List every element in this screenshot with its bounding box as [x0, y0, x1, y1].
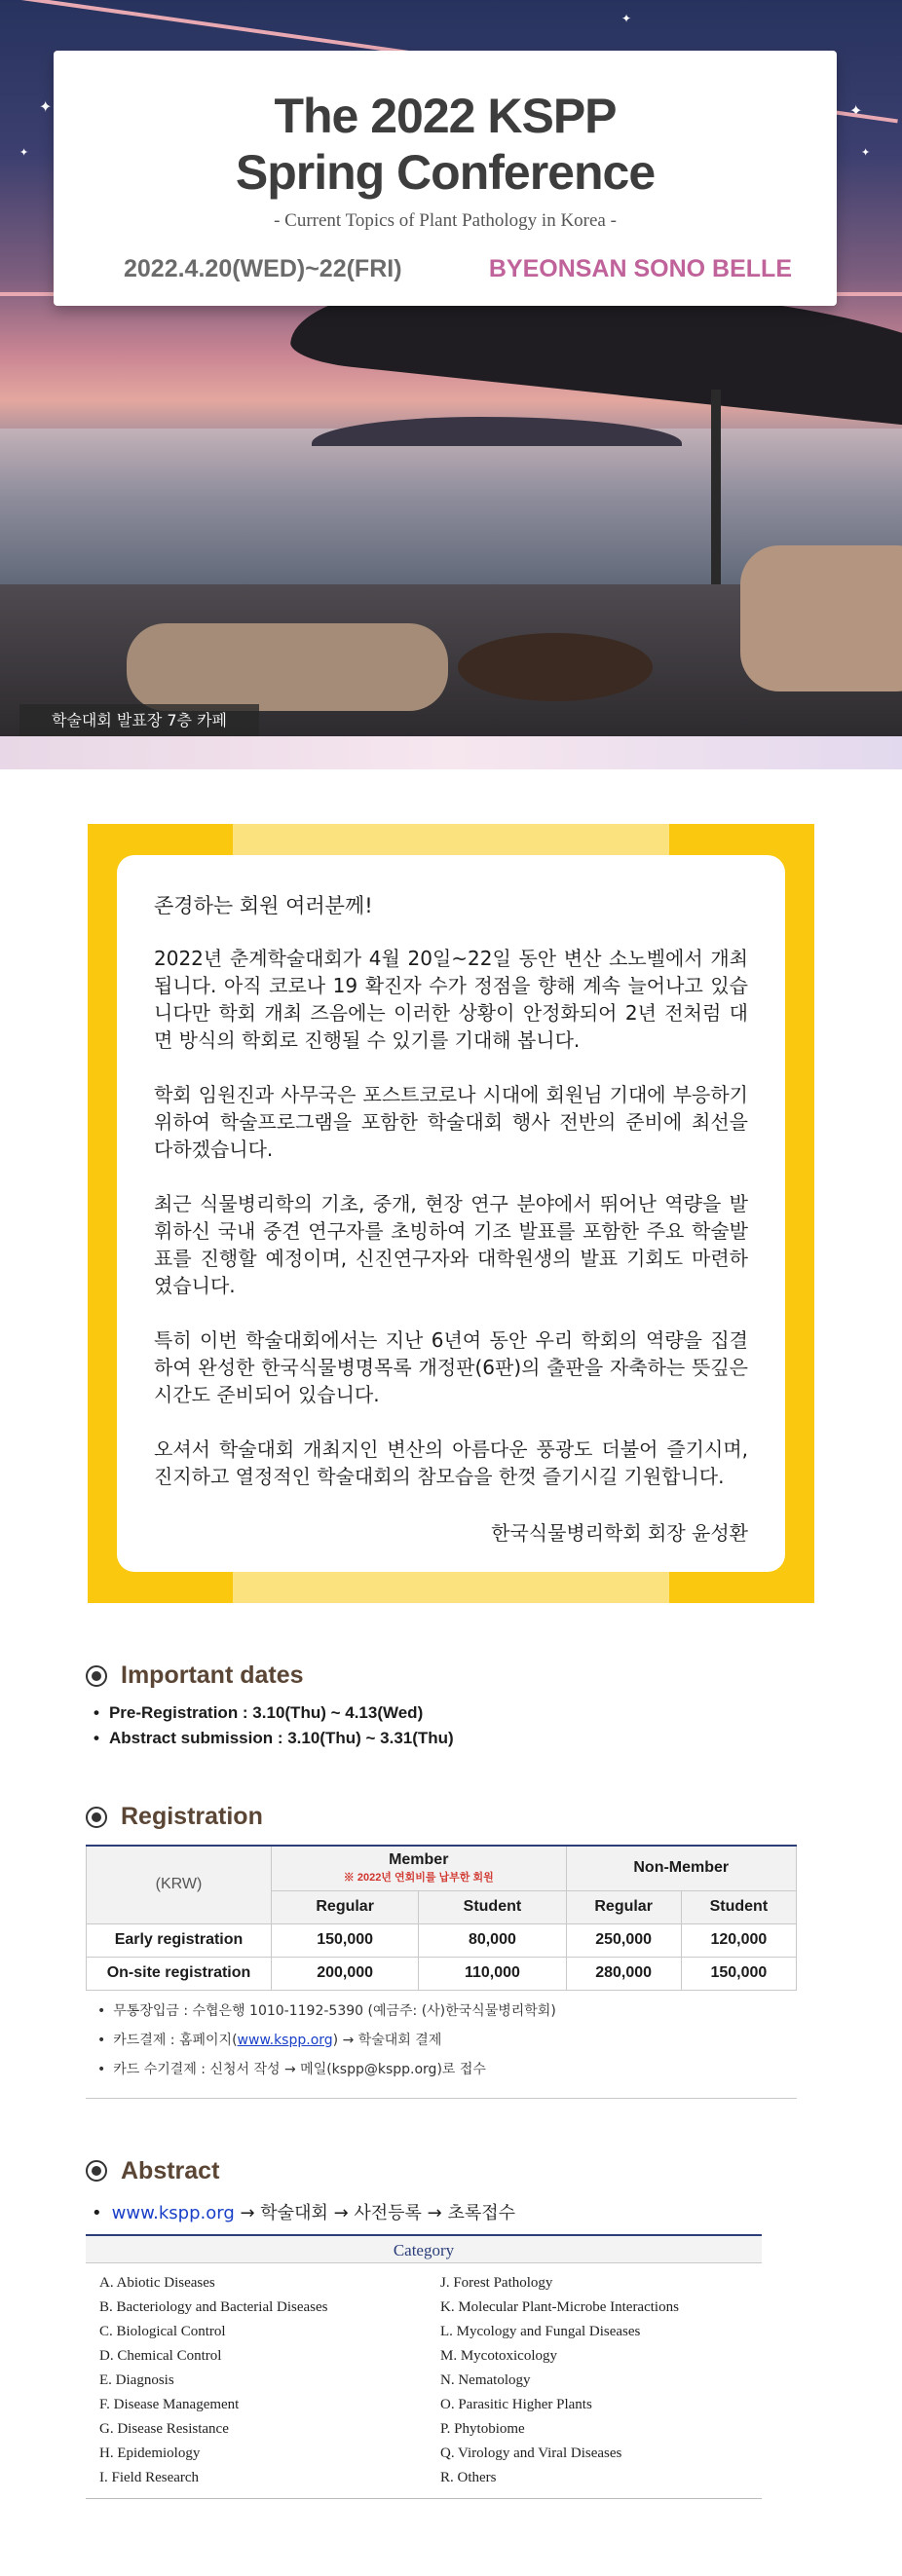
- regular-header: Regular: [566, 1890, 681, 1923]
- category-item: G. Disease Resistance: [99, 2420, 229, 2437]
- letter-paragraph: 최근 식물병리학의 기초, 중개, 현장 연구 분야에서 뛰어난 역량을 발휘하신 국내 중견 연구자를 초빙하여 기조 발표를 포함한 주요 학술발표를 진행할 예정이며, 신진연구자와 대학원생의 발표 기회도 마련하였습니다.: [154, 1192, 748, 1297]
- conference-venue: BYEONSAN SONO BELLE: [488, 255, 792, 282]
- bullet-circle-icon: [86, 1665, 107, 1687]
- category-item: E. Diagnosis: [99, 2371, 174, 2388]
- submission-steps: → 학술대회 → 사전등록 → 초록접수: [234, 2202, 515, 2223]
- star-icon: ✦: [39, 97, 53, 116]
- conference-title-line2: Spring Conference: [235, 145, 656, 200]
- date-item: • Pre-Registration : 3.10(Thu) ~ 4.13(Wed): [94, 1703, 797, 1723]
- non-member-header: Non-Member: [566, 1846, 796, 1890]
- category-item: R. Others: [440, 2469, 497, 2485]
- payment-notes: [86, 2000, 797, 2099]
- date-item: • Abstract submission : 3.10(Thu) ~ 3.31(Thu): [94, 1729, 797, 1748]
- title-banner: [54, 51, 837, 306]
- member-label: Member: [389, 1851, 449, 1869]
- category-item: D. Chemical Control: [99, 2347, 222, 2364]
- section-title: Important dates: [121, 1661, 304, 1689]
- student-header: Student: [419, 1890, 566, 1923]
- category-item: N. Nematology: [440, 2371, 531, 2388]
- fee-cell: 150,000: [681, 1957, 796, 1990]
- category-item: Q. Virology and Viral Diseases: [440, 2445, 622, 2461]
- star-icon: ✦: [849, 101, 863, 120]
- letter-paragraph: 학회 임원진과 사무국은 포스트코로나 시대에 회원님 기대에 부응하기 위하여 학술프로그램을 포함한 학술대회 행사 전반의 준비에 최선을 다하겠습니다.: [154, 1083, 748, 1161]
- conference-date: 2022.4.20(WED)~22(FRI): [124, 255, 402, 282]
- regular-header: Regular: [272, 1890, 419, 1923]
- bottom-spacer: [0, 2499, 902, 2538]
- fee-cell: 150,000: [272, 1923, 419, 1957]
- hero-bottom-strip: [0, 736, 902, 769]
- fee-cell: 80,000: [419, 1923, 566, 1957]
- fee-cell: 280,000: [566, 1957, 681, 1990]
- photo-caption: 학술대회 발표장 7층 카페: [19, 704, 259, 737]
- category-item: P. Phytobiome: [440, 2420, 525, 2437]
- abstract-section: [86, 2157, 797, 2499]
- fee-cell: 120,000: [681, 1923, 796, 1957]
- row-label: Early registration: [87, 1923, 272, 1957]
- important-dates-section: [86, 1661, 797, 1748]
- sofa-shape: [127, 623, 448, 711]
- table-row: [87, 1957, 797, 1990]
- category-header: Category: [86, 2234, 762, 2263]
- section-title: Abstract: [121, 2156, 220, 2184]
- star-icon: ✦: [19, 146, 29, 159]
- category-item: I. Field Research: [99, 2469, 200, 2485]
- kspp-website-link[interactable]: www.kspp.org: [111, 2202, 235, 2223]
- letter-greeting: 존경하는 회원 여러분께!: [154, 894, 373, 917]
- fee-cell: 200,000: [272, 1957, 419, 1990]
- card-note-suffix: ) → 학술대회 결제: [332, 2032, 442, 2048]
- category-item: K. Molecular Plant-Microbe Interactions: [440, 2298, 679, 2315]
- category-item: O. Parasitic Higher Plants: [440, 2396, 592, 2412]
- letter-signature: 한국식물병리학회 회장 윤성환: [491, 1521, 748, 1545]
- letter-paragraph: 2022년 춘계학술대회가 4월 20일~22일 동안 변산 소노벨에서 개최됩니다. 아직 코로나 19 확진자 수가 정점을 향해 계속 늘어나고 있습니다만 학회 개최 즈음에는 이러한 상황이 안정화되어 2년 전처럼 대면 방식의 학회로 진행될 수 있기를 기대해 봅니다.: [154, 947, 748, 1052]
- registration-section: [86, 1803, 797, 2099]
- conference-title-line1: The 2022 KSPP: [274, 89, 617, 143]
- table-shape: [458, 633, 653, 701]
- row-label: On-site registration: [87, 1957, 272, 1990]
- card-payment-note: [97, 2030, 797, 2049]
- bullet-circle-icon: [86, 1807, 107, 1828]
- category-item: B. Bacteriology and Bacterial Diseases: [99, 2298, 328, 2315]
- kspp-homepage-link[interactable]: www.kspp.org: [237, 2032, 333, 2048]
- student-header: Student: [681, 1890, 796, 1923]
- section-title: Registration: [121, 1803, 263, 1830]
- category-item: F. Disease Management: [99, 2396, 240, 2412]
- letter-paragraph: 오셔서 학술대회 개최지인 변산의 아름다운 풍광도 더불어 즐기시며, 진지하고 열정적인 학술대회의 참모습을 한껏 즐기시길 기원합니다.: [154, 1437, 748, 1488]
- category-item: M. Mycotoxicology: [440, 2347, 557, 2364]
- member-header: [272, 1846, 567, 1890]
- manual-card-note: • 카드 수기결제 : 신청서 작성 → 메일(kspp@kspp.org)로 접수: [97, 2059, 797, 2078]
- fee-cell: 250,000: [566, 1923, 681, 1957]
- bullet-circle-icon: [86, 2160, 107, 2182]
- category-item: H. Epidemiology: [99, 2445, 201, 2461]
- category-table: [86, 2234, 762, 2499]
- president-letter: [117, 855, 785, 1572]
- abstract-submission-path: [92, 2199, 797, 2224]
- card-note-prefix: 카드결제 : 홈페이지(: [113, 2032, 238, 2048]
- category-item: J. Forest Pathology: [440, 2274, 553, 2291]
- sofa-shape-right: [740, 545, 902, 691]
- category-item: L. Mycology and Fungal Diseases: [440, 2323, 641, 2339]
- bank-transfer-note: • 무통장입금 : 수협은행 1010-1192-5390 (예금주: (사)한국식물병리학회): [97, 2000, 797, 2020]
- currency-header: (KRW): [87, 1846, 272, 1923]
- category-item: A. Abiotic Diseases: [99, 2274, 215, 2291]
- table-row: [87, 1923, 797, 1957]
- member-note: ※ 2022년 연회비를 납부한 회원: [343, 1872, 494, 1885]
- star-icon: ✦: [861, 146, 871, 159]
- category-grid: [86, 2263, 762, 2490]
- island-silhouette: [312, 417, 682, 446]
- letter-frame: [88, 824, 814, 1603]
- category-item: C. Biological Control: [99, 2323, 226, 2339]
- fee-cell: 110,000: [419, 1957, 566, 1990]
- conference-subtitle: - Current Topics of Plant Pathology in Korea -: [274, 210, 617, 231]
- registration-fee-table: [86, 1845, 797, 1991]
- hero-banner: [0, 0, 902, 769]
- letter-paragraph: 특히 이번 학술대회에서는 지난 6년여 동안 우리 학회의 역량을 집결하여 완성한 한국식물병명목록 개정판(6판)의 출판을 자축하는 뜻깊은 시간도 준비되어 있습니다.: [154, 1328, 748, 1406]
- star-icon: ✦: [621, 12, 632, 25]
